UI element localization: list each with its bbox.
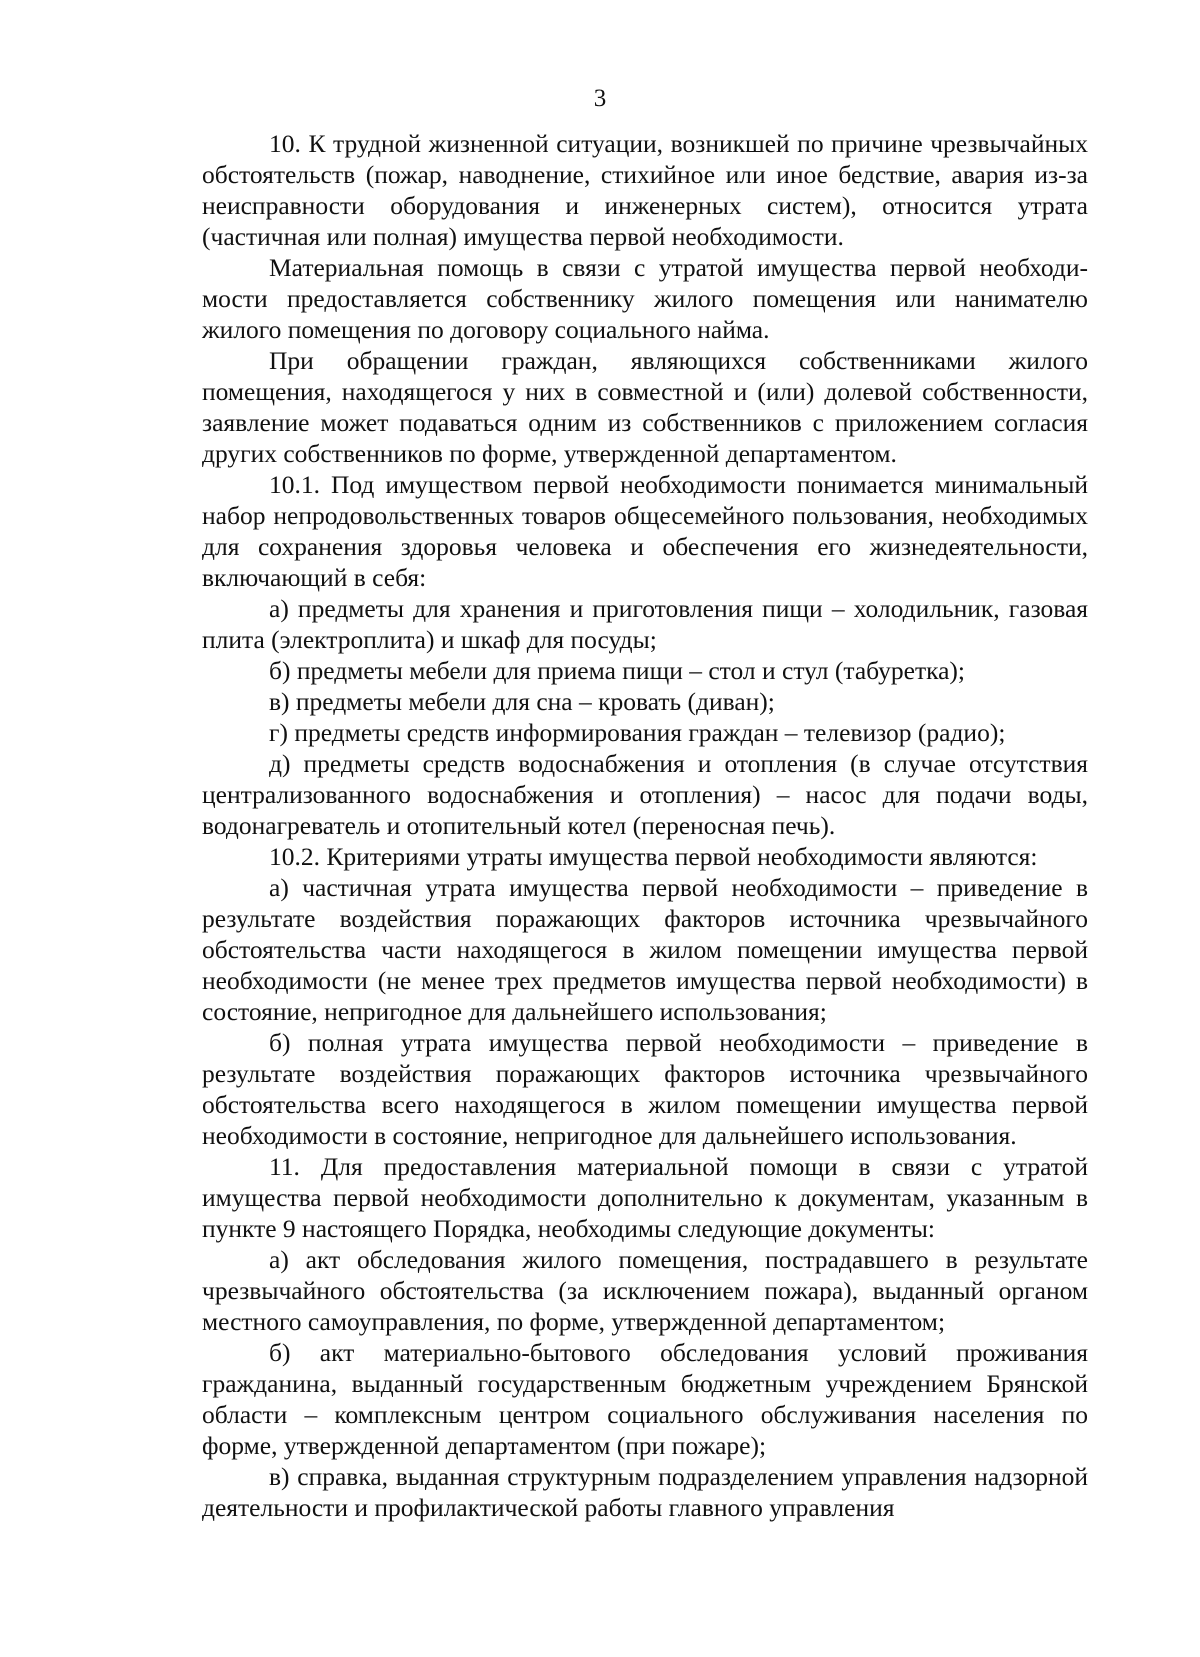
paragraph: в) предметы мебели для сна – кровать (диван); [269,687,775,716]
paragraph: г) предметы средств информирования граждан – телевизор (радио); [269,718,1006,747]
paragraph: 10. К трудной жизненной ситуации, возникшей по причине чрезвычайных обстоятельств (пожар, наводнение, стихийное или иное бедствие, авария из-за неисправности оборудования и инженерных систем), относится утрата (частичная или полная) имущества первой необходимости. [202,129,1088,251]
paragraph: Материальная помощь в связи с утратой имущества первой необходимости предоставляется собственнику жилого помещения или нанимателю жилого помещения по договору социального найма. [202,253,1088,344]
paragraph: б) полная утрата имущества первой необходимости – приведение в результате воздействия поражающих факторов источника чрезвычайного обстоятельства всего находящегося в жилом помещении имущества первой необходимости в состояние, непригодное для дальнейшего использования. [202,1028,1088,1150]
paragraph: б) акт материально-бытового обследования условий проживания гражданина, выданный государственным бюджетным учреждением Брянской области – комплексным центром социального обслуживания населения по форме, утвержденной департаментом (при пожаре); [202,1338,1088,1460]
paragraph: а) предметы для хранения и приготовления пищи – холодильник, газовая плита (электроплита) и шкаф для посуды; [202,594,1088,654]
paragraph: д) предметы средств водоснабжения и отопления (в случае отсутствия централизованного водоснабжения и отопления) – насос для подачи воды, водонагреватель и отопительный котел (переносная печь). [202,749,1088,840]
paragraph: а) акт обследования жилого помещения, пострадавшего в результате чрезвычайного обстоятельства (за исключением пожара), выданный органом местного самоуправления, по форме, утвержденной департаментом; [202,1245,1088,1336]
page-number: 3 [593,85,607,112]
paragraph: а) частичная утрата имущества первой необходимости – приведение в результате воздействия поражающих факторов источника чрезвычайного обстоятельства части находящегося в жилом помещении имущества первой необходимости (не менее трех предметов имущества первой необходимости) в состояние, непригодное для дальнейшего использования; [202,873,1088,1026]
paragraph: 10.2. Критериями утраты имущества первой необходимости являются: [269,842,1038,871]
paragraph: 11. Для предоставления материальной помощи в связи с утратой имущества первой необходимости дополнительно к документам, указанным в пункте 9 настоящего Порядка, необходимы следующие документы: [202,1152,1088,1243]
paragraph: При обращении граждан, являющихся собственниками жилого помещения, находящегося у них в совместной и (или) долевой собственности, заявление может подаваться одним из собственников с приложением согласия других собственников по форме, утвержденной департаментом. [202,346,1088,468]
paragraph: в) справка, выданная структурным подразделением управления надзорной деятельности и профилактической работы главного управления [202,1462,1088,1522]
paragraph: б) предметы мебели для приема пищи – стол и стул (табуретка); [269,656,965,685]
document-body [202,128,1088,1523]
paragraph: 10.1. Под имуществом первой необходимости понимается минимальный набор непродовольственных товаров общесемейного пользования, необходимых для сохранения здоровья человека и обеспечения его жизнедеятельности, включающий в себя: [202,470,1088,592]
